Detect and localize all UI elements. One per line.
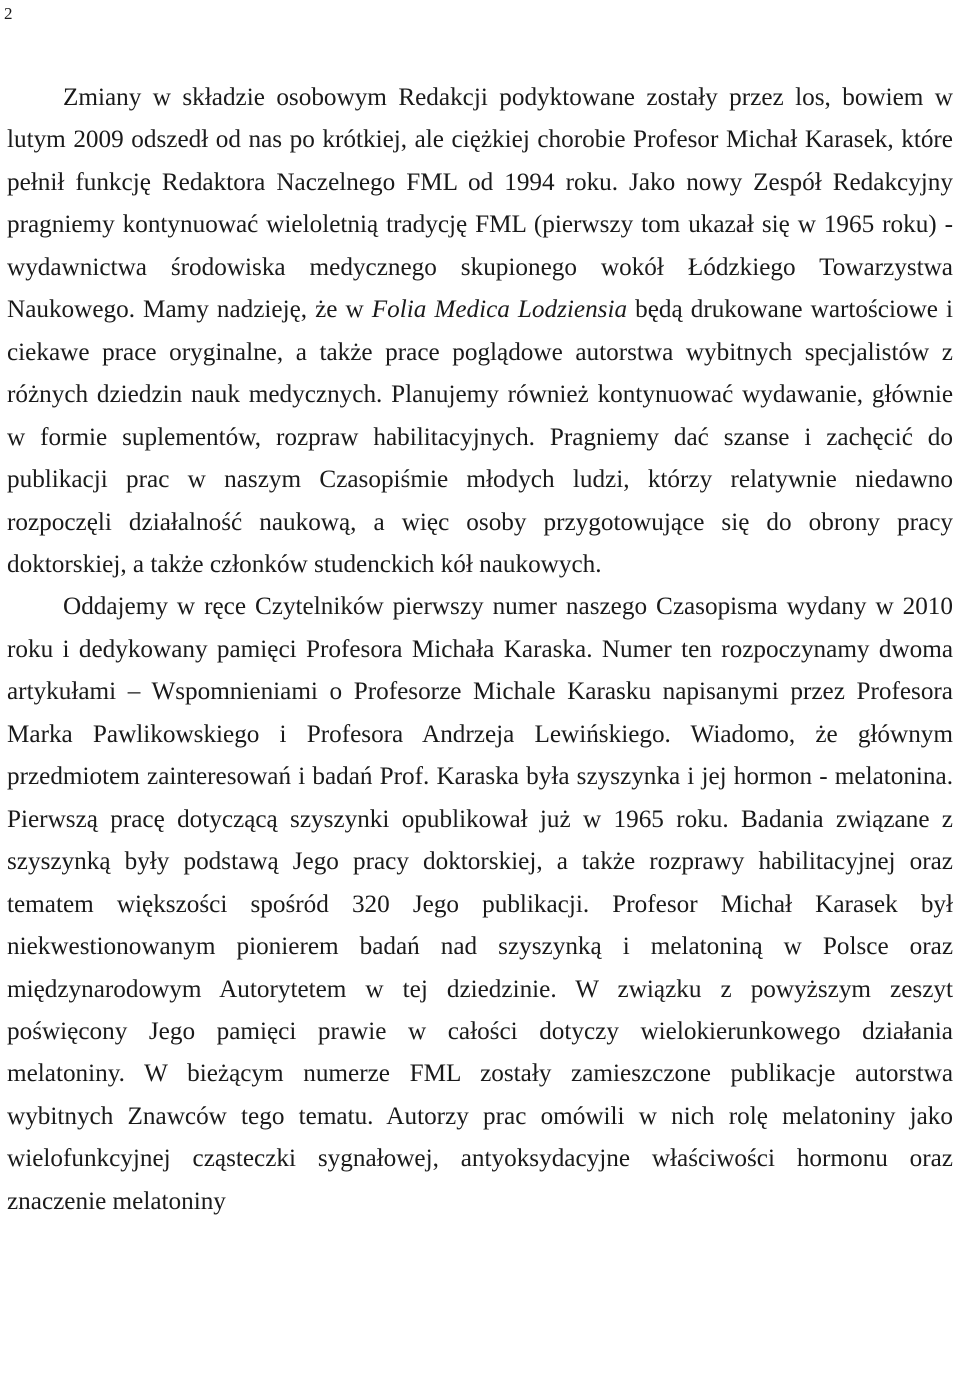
- paragraph: [7, 77, 953, 586]
- paragraph-text: Oddajemy w ręce Czytelników pierwszy numer naszego Czasopisma wydany w 2010 roku i dedykowany pamięci Profesora Michała Karaska. Numer ten rozpoczynamy dwoma artykułami – Wspomnieniami o Profesorze Michale Karasku napisanymi przez Profesora Marka Pawlikowskiego i Profesora Andrzeja Lewińskiego. Wiadomo, że głównym przedmiotem zainteresowań i badań Prof. Karaska była szyszynka i jej hormon - melatonina. Pierwszą pracę dotyczącą szyszynki opublikował już w 1965 roku. Badania związane z szyszynką były podstawą Jego pracy doktorskiej, a także rozprawy habilitacyjnej oraz tematem większości spośród 320 Jego publikacji. Profesor Michał Karasek był niekwestionowanym pionierem badań nad szyszynką i melatoniną w Polsce oraz międzynarodowym Autorytetem w tej dziedzinie. W związku z powyższym zeszyt poświęcony Jego pamięci prawie w całości dotyczy wielokierunkowego działania melatoniny. W bieżącym numerze FML zostały zamieszczone publikacje autorstwa wybitnych Znawców tego tematu. Autorzy prac omówili w nich rolę melatoniny jako wielofunkcyjnej cząsteczki sygnałowej, antyoksydacyjne właściwości hormonu oraz znaczenie melatoniny: [7, 593, 953, 1215]
- page-number: 2: [4, 4, 13, 23]
- paragraph-text: Zmiany w składzie osobowym Redakcji podyktowane zostały przez los, bowiem w lutym 2009 odszedł od nas po krótkiej, ale ciężkiej chorobie Profesor Michał Karasek, które pełnił funkcję Redaktora Naczelnego FML od 1994 roku. Jako nowy Zespół Redakcyjny pragniemy kontynuować wieloletnią tradycję FML (pierwszy tom ukazał się w 1965 roku) - wydawnictwa środowiska medycznego skupionego wokół Łódzkiego Towarzystwa Naukowego. Mamy nadzieję, że w: [7, 84, 953, 324]
- journal-title-italic: Folia Medica Lodziensia: [371, 296, 628, 324]
- body-text: [7, 77, 953, 1223]
- paragraph-text: będą drukowane wartościowe i ciekawe prace oryginalne, a także prace poglądowe autorstwa wybitnych specjalistów z różnych dziedzin nauk medycznych. Planujemy również kontynuować wydawanie, głównie w formie suplementów, rozpraw habilitacyjnych. Pragniemy dać szanse i zachęcić do publikacji prac w naszym Czasopiśmie młodych ludzi, którzy relatywnie niedawno rozpoczęli działalność naukową, a więc osoby przygotowujące się do obrony pracy doktorskiej, a także członków studenckich kół naukowych.: [7, 296, 953, 578]
- paragraph: [7, 586, 953, 1223]
